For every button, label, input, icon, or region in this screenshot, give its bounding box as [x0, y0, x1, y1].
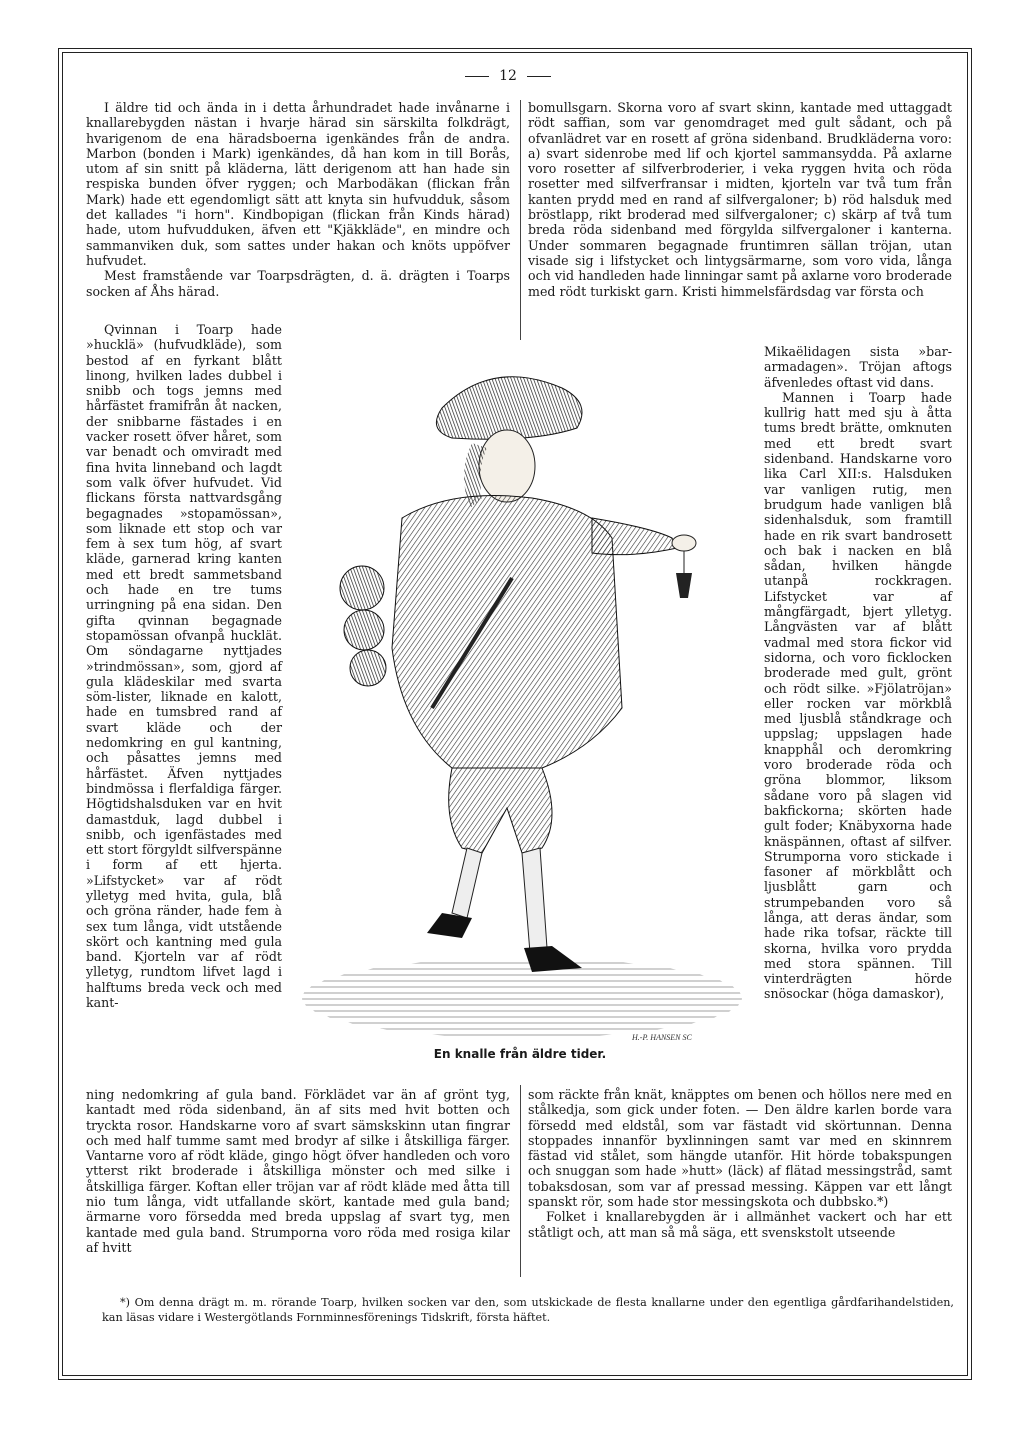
figure-caption: En knalle från äldre tider.: [433, 1047, 607, 1061]
paragraph: Mannen i Toarp hade kullrig hatt med sju à åtta tums bredt brätte, omknuten med ett bredt svart sidenband. Handskarne voro lika Carl XII:s. Halsduken var vanligen rutig, men brudgum hade vanligen blå sidenhalsduk, som framtill hade en rik svart bandrosett och bak i nacken en blå sådan, hvilken hängde utanpå rockkragen. Lifstycket var af mångfärgadt, bjert ylletyg. Långvästen var af blått vadmal med stora fickor vid sidorna, och voro ficklocken broderade med gult, grönt och rödt silke. »Fjölatröjan» eller rocken var mörkblå med ljusblå ståndkrage och uppslag; uppslagen hade knapphål och deromkring voro broderade röda och gröna blommor, liksom sådane voro på slagen vid bakfickorna; skörten hade gult foder; Knäbyxorna hade knäspännen, oftast af silfver. Strumporna voro stickade i fasoner af mörkblått och ljusblått garn och strumpebanden voro så långa, att deras ändar, som hade rika tofsar, räckte till skorna, hvilka voro prydda med stora spännen. Till vinterdrägten hörde snösockar (höga damaskor),: [764, 389, 952, 1002]
right-column-top: [528, 100, 952, 299]
left-column-bottom: [86, 1087, 510, 1255]
engraving-illustration: [292, 348, 748, 1044]
paragraph: Qvinnan i Toarp hade »hucklä» (hufvudkläde), som bestod af en fyrkant blått linong, hvilken lades dubbel i snibb och togs jemns med hårfästet framifrån åt nacken, der snibbarne fästades i en vacker rosett öfver håret, som var benadt och omviradt med fina hvita linneband och lagdt som valk öfver hufvudet. Vid flickans första nattvardsgång begagnades »stopamössan», som liknade ett stop och var fem à sex tum hög, af svart kläde, garnerad kring kanten med ett bredt sammetsband och hade en tre tums urringning på ena sidan. Den gifta qvinnan begagnade stopamössan ofvanpå hucklät. Om söndagarne nyttjades »trindmössan», som, gjord af gula klädeskilar med svarta söm-lister, liknade en kalott, hade en tumsbred rand af svart kläde och der nedomkring en gul kantning, och påsattes jemns med hårfästet. Äfven nyttjades bindmössa i flerfaldiga färger. Högtidshalsduken var en hvit damastduk, lagd dubbel i snibb, och igenfästades med ett stort förgyldt silfverspänne i form af ett hjerta. »Lifstycket» var af rödt ylletyg med hvita, gula, blå och gröna ränder, hade fem à sex tum långa, vidt utstående skört och kantning med gula band. Kjorteln var af rödt ylletyg, rundtom lifvet lagd i halftums breda veck och med kant-: [86, 322, 282, 1011]
page-number: 12: [0, 68, 1016, 84]
engraver-signature: H.-P. HANSEN SC: [632, 1033, 692, 1042]
paragraph: ning nedomkring af gula band. Förklädet var än af grönt tyg, kantadt med röda sidenband, än af sits med hvit botten och tryckta rosor. Handskarne voro af svart sämskskinn utan fingrar och med half tumme samt med brodyr af silke i åtskilliga färger. Vantarne voro af rödt kläde, gingo högt öfver handleden och voro ytterst rikt broderade i åtskilliga mönster och med silke i åtskilliga färger. Koftan eller tröjan var af rödt kläde med åtta till nio tum långa, vidt utfallande skört, kantade med gula band; ärmarne voro försedda med breda uppslag af svart tyg, men kantade med gula band. Strumporna voro röda med rosiga kilar af hvitt: [86, 1087, 510, 1255]
paragraph: bomullsgarn. Skorna voro af svart skinn, kantade med uttaggadt rödt saffian, som var genomdraget med gult sådant, och på ofvanlädret var en rosett af gröna sidenband. Brudkläderna voro: a) svart sidenrobe med lif och kjortel sammansydda. På axlarne voro rosetter af silfverbroderier, i veka ryggen hvita och röda rosetter med silfverfransar i midten, kjorteln var två tum från kanten prydd med en rand af silfvergaloner; b) röd halsduk med bröstlapp, rikt broderad med silfvergaloner; c) skärp af två tum breda röda sidenband med förgylda silfvergaloner i kanterna. Under sommaren begagnade fruntimren sällan tröjan, utan visade sig i lifstycket och lintygsärmarne, som voro vida, långa och vid handleden hade linningar samt på axlarne voro broderade med rödt turkiskt garn. Kristi himmelsfärdsdag var första och: [528, 100, 952, 299]
column-rule: [520, 1085, 521, 1277]
footnote: [102, 1296, 954, 1325]
right-column-bottom: [528, 1087, 952, 1240]
column-rule: [520, 100, 521, 340]
paragraph: I äldre tid och ända in i detta århundradet hade invånarne i knallarebygden nästan i hvarje härad sin särskilta folkdrägt, hvarigenom de ena häradsboerna igenkändes från de andra. Marbon (bonden i Mark) igenkändes, då han kom in till Borås, utom af sin snitt på kläderna, lätt derigenom att han hade sin respiska bunden öfver ryggen; och Marbodäkan (flickan från Mark) hade ett egendomligt sätt att knyta sin hufvudduk, såsom det kallades "i horn". Kindbopigan (flickan från Kinds härad) hade, utom hufvudduken, äfven ett "Kjäkkläde", en mindre och sammanviken duk, som sattes under hakan och knöts uppöfver hufvudet.: [86, 100, 510, 268]
left-column-top: [86, 100, 510, 299]
paragraph: som räckte från knät, knäpptes om benen och höllos nere med en stålkedja, som gick under foten. — Den äldre karlen borde vara försedd med eldstål, som var fästadt vid skörtunnan. Denna stoppades innanför byxlinningen samt var med en skinnrem fästad vid stålet, som hängde utanför. Hit hörde tobakspungen och snuggan som hade »hutt» (läck) af flätad messingstråd, samt tobaksdosan, som var af pressad messing. Käppen var ett långt spanskt rör, som hade stor messingskota och dubbsko.*): [528, 1087, 952, 1210]
left-column-wrap: [86, 322, 282, 1010]
paragraph: Mest framstående var Toarpsdrägten, d. ä. drägten i Toarps socken af Åhs härad.: [86, 268, 510, 299]
right-column-wrap: [764, 344, 952, 1002]
paragraph: Mikaëlidagen sista »bar-armadagen». Tröjan aftogs äfvenledes oftast vid dans.: [764, 344, 952, 390]
paragraph: Folket i knallarebygden är i allmänhet vackert och har ett ståtligt och, att man så må säga, ett svenskstolt utseende: [528, 1209, 952, 1240]
footnote-text: *) Om denna drägt m. m. rörande Toarp, hvilken socken var den, som utskickade de flesta knallarne under den egentliga gårdfarihandelstiden, kan läsas vidare i Westergötlands Fornminnesförenings Tidskrift, första häftet.: [102, 1296, 954, 1324]
